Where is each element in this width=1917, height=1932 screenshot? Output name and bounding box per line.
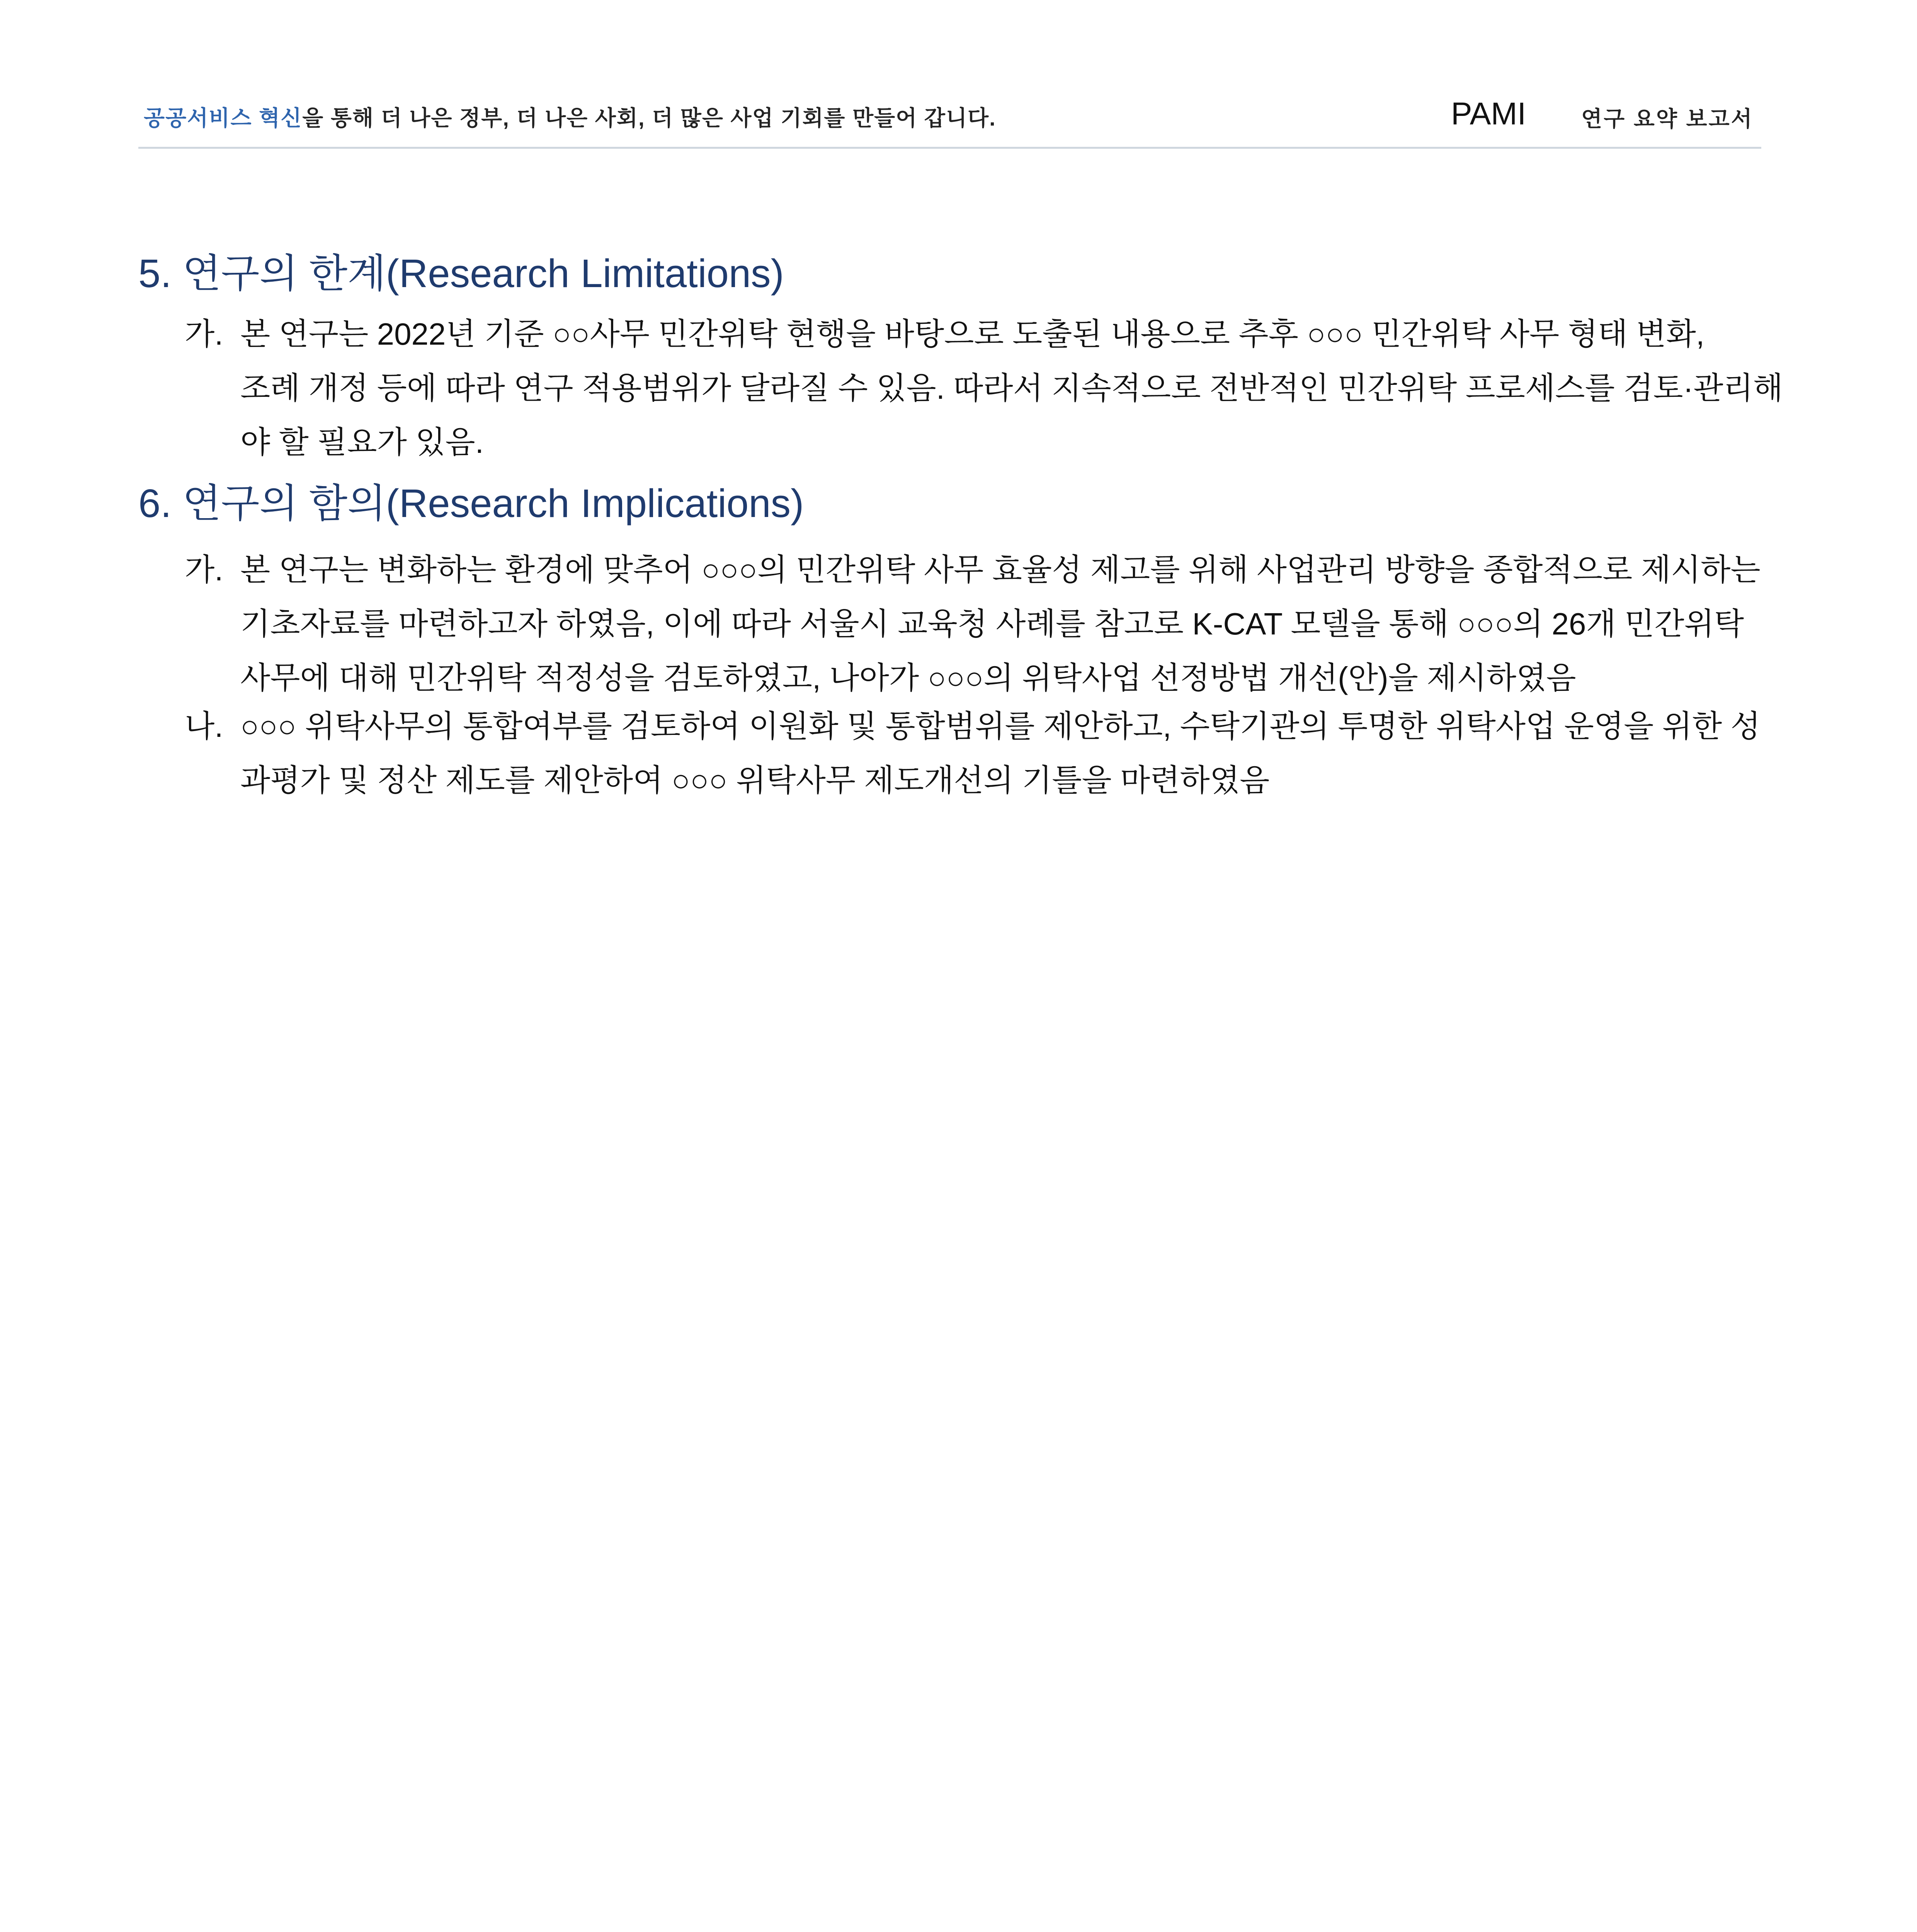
- implication-b-line-1: ○○○ 위탁사무의 통합여부를 검토하여 이원화 및 통합범위를 제안하고, 수탁기관의 투명한 위탁사업 운영을 위한 성: [240, 709, 1761, 743]
- item-marker: 나.: [185, 709, 223, 743]
- brand-logo-text: PAMI: [1451, 96, 1526, 131]
- limitation-line-1: 본 연구는 2022년 기준 ○○사무 민간위탁 현행을 바탕으로 도출된 내용으로 추후 ○○○ 민간위탁 사무 형태 변화,: [240, 317, 1705, 351]
- implication-a-line-3: 사무에 대해 민간위탁 적정성을 검토하였고, 나아가 ○○○의 위탁사업 선정방법 개선(안)을 제시하였음: [240, 661, 1576, 695]
- item-marker: 가.: [185, 317, 223, 351]
- limitation-line-2: 조례 개정 등에 따라 연구 적용범위가 달라질 수 있음. 따라서 지속적으로 전반적인 민간위탁 프로세스를 검토·관리해: [240, 371, 1783, 405]
- implication-a-line-2: 기초자료를 마련하고자 하였음, 이에 따라 서울시 교육청 사례를 참고로 K-CAT 모델을 통해 ○○○의 26개 민간위탁: [240, 607, 1744, 641]
- implication-a-line-1: 본 연구는 변화하는 환경에 맞추어 ○○○의 민간위탁 사무 효율성 제고를 위해 사업관리 방향을 종합적으로 제시하는: [240, 553, 1761, 587]
- header-divider: [138, 147, 1761, 149]
- header-tagline-highlight: 공공서비스 혁신: [144, 106, 303, 130]
- implication-b-line-2: 과평가 및 정산 제도를 제안하여 ○○○ 위탁사무 제도개선의 기틀을 마련하였음: [240, 763, 1270, 798]
- item-marker: 가.: [185, 553, 223, 587]
- section-title-implications: 6. 연구의 함의(Research Implications): [138, 481, 804, 526]
- header-tagline: [144, 101, 996, 132]
- header-tagline-rest: 을 통해 더 나은 정부, 더 나은 사회, 더 많은 사업 기회를 만들어 갑니다.: [302, 106, 996, 130]
- report-type-label: 연구 요약 보고서: [1581, 107, 1754, 131]
- limitation-line-3: 야 할 필요가 있음.: [240, 425, 484, 459]
- section-title-limitations: 5. 연구의 한계(Research Limitations): [138, 251, 784, 296]
